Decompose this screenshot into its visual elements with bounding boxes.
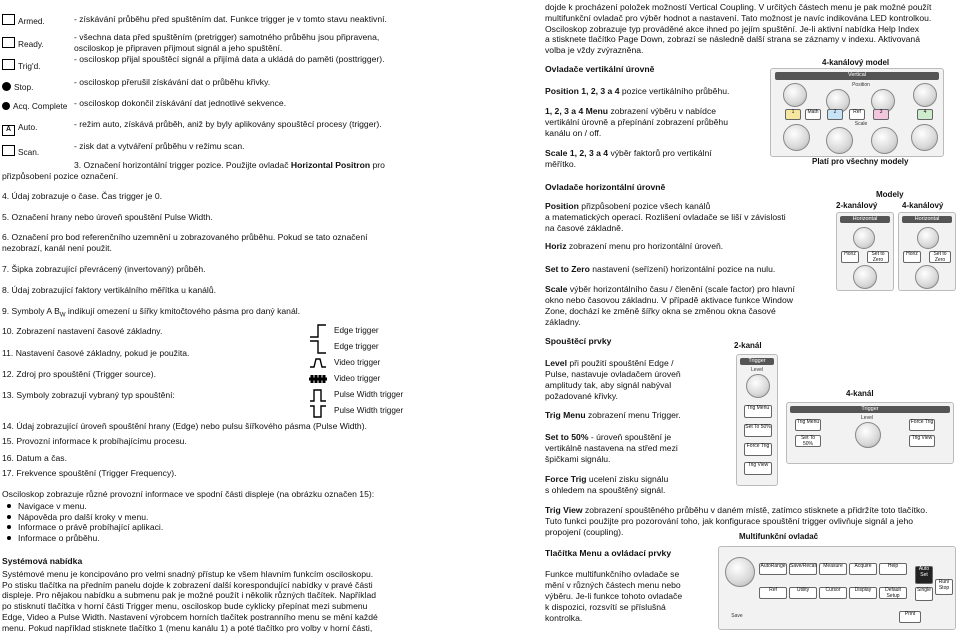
level-text: při použití spouštění Edge / — [566, 358, 674, 368]
horizontal-position-knob-2ch[interactable] — [853, 227, 875, 249]
multi-panel-title: Multifunkční ovladač — [739, 532, 819, 541]
menu-button-top[interactable]: Help — [879, 563, 907, 575]
force-text: ucelení zisku signálu — [586, 474, 669, 484]
status-item-4 — [2, 101, 68, 111]
level-text: požadované křivky. — [545, 391, 618, 401]
item-14: 14. Údaj zobrazující úroveň spouštění hrany (Edge) nebo pulsu šířkového pásma (Pulse Width). — [2, 421, 367, 431]
vertical-heading: Ovladače vertikální úrovně — [545, 64, 655, 74]
set-to-zero-button-4ch[interactable]: Set to Zero — [929, 251, 951, 263]
vertical-position-knob-1[interactable] — [783, 83, 807, 107]
status-desc-trigd: - osciloskop přijal spouštěcí signál a přijímá data a ukládá do paměti (posttrigger). — [74, 54, 385, 64]
status-desc-ready-1: - všechna data před spuštěním (pretrigger) samotného průběhu jsou připravena, — [74, 32, 380, 42]
level-bold: Level — [545, 358, 567, 368]
status-item-0 — [2, 14, 68, 26]
intro-line: a stisknete tlačítko Page Down, zobrazí se následně další strana se záznamy v indexu. Aktivovaná — [545, 34, 920, 45]
item-11: 11. Nastavení časové základny, pokud je použita. — [2, 348, 190, 358]
multi-line — [545, 613, 582, 623]
vertical-position: Position 1, 2, 3 a 4 pozice vertikálního průběhu. — [545, 86, 730, 96]
force-trig-button-4ch[interactable]: Force Trig — [909, 419, 935, 431]
level-text: Pulse, nastavuje ovladačem úroveň — [545, 369, 681, 379]
menu-text-line: Systémové menu je koncipováno pro velmi snadný přístup ke všem hlavním funkcím osciloskopu. — [2, 569, 374, 579]
vertical-menu-2: vertikální úrovně a přepínání zobrazení průběhu — [545, 117, 728, 127]
scale-text: okno nebo časovou základnu. V případě aktivace funkce Window — [545, 295, 793, 305]
print-button[interactable]: Print — [899, 611, 921, 623]
trigview-line — [545, 505, 927, 515]
horizontal-position-1: Position přizpůsobení pozice všech kanálů — [545, 201, 711, 211]
scale-text: výběr horizontálního času / členění (scale factor) pro hlavní — [567, 284, 795, 294]
vertical-btn-ref[interactable]: Ref — [849, 109, 865, 120]
run-stop-button[interactable]: Run/ Stop — [935, 579, 953, 595]
vertical-btn-3[interactable]: 3 — [873, 109, 889, 120]
trigger-panel-2ch — [736, 354, 778, 486]
item-16: 16. Datum a čas. — [2, 453, 67, 463]
set-to-zero-desc: Set to Zero nastavení (seřízení) horizontální pozice na nulu. — [545, 264, 776, 274]
horizontal-panel-2ch: 2-kanálový — [836, 201, 878, 210]
force-trig-button-2ch[interactable]: Force Trig — [744, 443, 772, 456]
level-line — [545, 391, 618, 401]
info-bullet: Navigace v menu. — [18, 501, 163, 512]
horiz-button-2ch[interactable]: Horiz — [841, 251, 859, 263]
multi-text: mění v různých částech menu nebo — [545, 580, 681, 590]
status-item-2 — [2, 59, 68, 71]
stop-icon — [2, 82, 11, 91]
menu-button-bottom[interactable]: Cursor — [819, 587, 847, 599]
status-desc-ready-2: osciloskop je připraven přijmout signál a jeho spuštění. — [74, 43, 283, 53]
info-intro: Osciloskop zobrazuje různé provozní informace ve spodní části displeje (na obrázku označen 15): — [2, 489, 375, 499]
trigview-line — [545, 527, 623, 537]
trigger-type-icon — [308, 371, 328, 387]
horizontal-heading: Ovladače horizontální úrovně — [545, 182, 666, 192]
menu-button-top[interactable]: AutoRange — [759, 563, 787, 575]
multi-line — [545, 580, 681, 590]
horizontal-panel-header-2ch: Horizontal — [840, 216, 890, 223]
trigger-heading: Spouštěcí prvky — [545, 336, 612, 346]
set-to-zero-button-2ch[interactable]: Set to Zero — [867, 251, 889, 263]
item-15: 15. Provozní informace k probíhajícímu procesu. — [2, 436, 187, 446]
intro-line: volba je vždy zvýrazněna. — [545, 45, 644, 56]
trigger-panel-4ch-label: 4-kanál — [846, 389, 874, 398]
set50-line — [545, 454, 610, 464]
level-line — [545, 369, 681, 379]
intro-line: Osciloskop zobrazuje typ prováděné akce ihned po jejím spuštění. Je-li aktivní nabídka Help Index — [545, 23, 920, 34]
info-bullet: Informace o právě probíhající aplikaci. — [18, 522, 164, 532]
vertical-btn-2[interactable]: 2 — [827, 109, 843, 120]
set50-button-2ch[interactable]: Set To 50% — [744, 424, 772, 437]
armed-icon — [2, 14, 15, 25]
vertical-btn-1[interactable]: 1 — [785, 109, 801, 120]
info-bullet: Informace o průběhu. — [18, 533, 163, 544]
horizontal-position-3: na časové základně. — [545, 223, 624, 233]
vertical-btn-4[interactable]: 4 — [917, 109, 933, 120]
force-line — [545, 485, 665, 495]
scale-text: Zone, dochází ke změně šířky okna se změnou okna časové — [545, 306, 776, 316]
status-item-6 — [2, 145, 68, 157]
horiz-desc: Horiz zobrazení menu pro horizontální úroveň. — [545, 241, 724, 251]
trigger-level-label-4ch: Level — [861, 415, 873, 421]
trigger-level-knob-4ch[interactable] — [855, 422, 881, 448]
trigview-text: zobrazení spouštěného průběhu v daném místě, zatímco stisknete a přidržíte toto tlačítko. — [582, 505, 928, 515]
multi-text: výběru. Je-li funkce tohoto ovladače — [545, 591, 683, 601]
trigger-type-label: Pulse Width trigger — [334, 390, 404, 400]
vertical-panel-title: 4-kanálový model — [822, 58, 890, 67]
trigger-type-label: Video trigger — [334, 358, 381, 368]
multi-text: k dispozici, rozsvítí se příslušná — [545, 602, 666, 612]
trig-view-button-4ch[interactable]: Trig View — [909, 435, 935, 447]
vertical-panel-scale-label: Scale — [854, 121, 868, 127]
trigger-type-label: Video trigger — [334, 374, 381, 384]
level-line — [545, 358, 674, 368]
scale-bold: Scale — [545, 284, 568, 294]
scale-line — [545, 317, 581, 327]
multi-text: Funkce multifunkčního ovladače se — [545, 569, 680, 579]
trigger-type-label: Pulse Width trigger — [334, 406, 404, 416]
menu-button-bottom[interactable]: Utility — [789, 587, 817, 599]
vertical-scale-knob-2[interactable] — [826, 127, 853, 154]
trigger-panel-2ch-label: 2-kanál — [734, 341, 762, 350]
vertical-scale-1: Scale 1, 2, 3 a 4 výběr faktorů pro vertikální — [545, 148, 712, 158]
vertical-scale-knob-3[interactable] — [871, 127, 898, 154]
vertical-scale-knob-1[interactable] — [783, 124, 810, 151]
horizontal-scale-knob-4ch[interactable] — [915, 265, 939, 289]
intro-line: multifunkční ovladač pro výběr hodnot a nastavení. Tato možnost je navíc indikována LED kontrolkou. — [545, 12, 932, 23]
trig-view-button-2ch[interactable]: Trig View — [744, 462, 772, 475]
status-item-5 — [2, 122, 68, 136]
trigger-type-row — [308, 387, 403, 403]
trig-menu-button-4ch[interactable]: Trig Menu — [795, 419, 821, 431]
trigger-type-label: Edge trigger — [334, 342, 379, 352]
multi-text: kontrolka. — [545, 613, 583, 623]
trigd-icon — [2, 59, 15, 70]
set50-button-4ch[interactable]: Set To 50% — [795, 435, 821, 447]
set50-text: špičkami signálu. — [545, 454, 611, 464]
multi-line — [545, 569, 679, 579]
multi-line — [545, 591, 682, 601]
trigger-level-knob-2ch[interactable] — [746, 374, 770, 398]
item-6-line1: 6. Označení pro bod referenčního uzemnění u zobrazovaného průběhu. Pokud se tato označení — [2, 232, 368, 242]
menu-button-bottom[interactable]: Display — [849, 587, 877, 599]
force-bold: Force Trig — [545, 474, 587, 484]
auto-icon: A — [2, 125, 15, 136]
trigger-type-row — [308, 371, 380, 387]
vertical-panel — [770, 68, 944, 157]
horizontal-panel-2ch-box — [836, 212, 894, 291]
trig-menu-button-2ch[interactable]: Trig Menu — [744, 405, 772, 418]
set50-text: vertikálně nastavena na střed mezi — [545, 443, 678, 453]
horizontal-panel-header-4ch: Horizontal — [902, 216, 952, 223]
trigger-type-icon — [308, 323, 328, 339]
item-17: 17. Frekvence spouštění (Trigger Frequency). — [2, 468, 177, 478]
horiz-button-4ch[interactable]: Horiz — [903, 251, 921, 263]
info-bullet-list — [2, 501, 163, 543]
trigger-type-icon — [308, 387, 328, 403]
set50-line — [545, 432, 671, 442]
status-desc-scan: - zisk dat a vytváření průběhu v režimu scan. — [74, 141, 245, 151]
intro-line: dojde k procházení položek možností Vertical Coupling. V určitých částech menu je pak možné použít — [545, 2, 932, 12]
vertical-panel-position-label: Position — [852, 82, 870, 88]
trigview-text: Tuto funkci použijte pro pozorování toho, jak konfigurace spouštění trigger ovlivňuje signál a jeho — [545, 516, 913, 526]
multipurpose-knob[interactable] — [725, 557, 755, 587]
item-3: 3. Označení horizontální trigger pozice. Použijte ovladač Horizontal Positron pro — [74, 160, 385, 170]
vertical-btn-math[interactable]: Math — [805, 109, 821, 120]
vertical-scale-knob-4[interactable] — [911, 124, 938, 151]
horizontal-panel-title: Modely — [876, 190, 904, 199]
status-desc-auto: - režim auto, získává průběh, aniž by byly aplikovány spouštěcí procesy (trigger). — [74, 119, 382, 129]
item-9: 9. Symboly A $B_W$ indikují omezení u šířky kmitočtového pásma pro daný kanál. — [2, 306, 301, 319]
trigger-level-label-2ch: Level — [751, 367, 763, 373]
horizontal-panel-4ch-box — [898, 212, 956, 291]
menu-button-top[interactable]: Acquire — [849, 563, 877, 575]
status-item-1 — [2, 37, 68, 49]
menu-button-bottom[interactable]: Ref — [759, 587, 787, 599]
horizontal-position-knob-4ch[interactable] — [917, 227, 939, 249]
status-desc-stop: - osciloskop přerušil získávání dat o průběhu křivky. — [74, 77, 271, 87]
trigger-type-icon — [308, 403, 328, 419]
save-label: Save — [731, 613, 743, 619]
autoset-button[interactable]: Auto Set — [915, 566, 933, 584]
item-13: 13. Symboly zobrazují vybraný typ spouštění: — [2, 390, 175, 400]
force-text: s ohledem na spouštěný signál. — [545, 485, 666, 495]
status-label-1: Ready. — [18, 39, 44, 49]
vertical-panel-caption: Platí pro všechny modely — [812, 157, 909, 166]
trigview-bold: Trig View — [545, 505, 583, 515]
trigger-panel-header-4ch: Trigger — [790, 406, 950, 413]
trigger-type-row — [308, 339, 379, 355]
menu-text-line: menu. Pokud například stisknete tlačítko 1 (menu kanálu 1) a poté tlačítko pro volby v horní části, — [2, 622, 373, 633]
scale-text: základny. — [545, 317, 581, 327]
status-label-5: Auto. — [18, 122, 38, 132]
item-6-line2: nezobrazí, kanál není použit. — [2, 243, 112, 253]
menu-text-line: Po stisku tlačítka na předním panelu dojde k zobrazení další korespondující nabídky v pravé části — [2, 579, 373, 590]
item-10: 10. Zobrazení nastavení časové základny. — [2, 326, 163, 336]
item-12: 12. Zdroj pro spouštění (Trigger source). — [2, 369, 156, 379]
multi-heading: Tlačítka Menu a ovládací prvky — [545, 548, 672, 558]
vertical-menu-1: 1, 2, 3 a 4 Menu zobrazení výběru v nabídce — [545, 106, 717, 116]
trig-menu-desc: Trig Menu zobrazení menu Trigger. — [545, 410, 681, 420]
item-5: 5. Označení hrany nebo úroveň spouštění Pulse Width. — [2, 212, 213, 222]
scale-line — [545, 284, 795, 294]
menu-text-line: po stisknutí tlačítka v horní části Trigger menu, osciloskop bude cyklicky přepínat mezi submenu — [2, 601, 368, 612]
menu-text-line: Edge, Video a Pulse Width. Nastavení výrobcem horních tlačítek postranního menu se mění každé — [2, 611, 378, 622]
status-desc-armed: - získávání průběhu před spuštěním dat. Funkce trigger je v tomto stavu neaktivní. — [74, 14, 387, 24]
scan-icon — [2, 145, 15, 156]
horizontal-scale-knob-2ch[interactable] — [853, 265, 877, 289]
item-8: 8. Údaj zobrazující faktory vertikálního měřítka u kanálů. — [2, 285, 216, 295]
menu-button-top[interactable]: Measure — [819, 563, 847, 575]
set50-line — [545, 443, 678, 453]
acq-complete-icon — [2, 102, 10, 110]
item-7: 7. Šipka zobrazující převrácený (invertovaný) průběh. — [2, 264, 206, 274]
trigger-panel-header-2ch: Trigger — [740, 358, 774, 365]
scale-line — [545, 306, 776, 316]
vertical-menu-3: kanálu on / off. — [545, 128, 602, 138]
horizontal-position-2: a matematických operací. Rozlišení ovladače se liší v závislosti — [545, 212, 786, 222]
status-label-3: Stop. — [14, 82, 34, 92]
trigger-type-row — [308, 355, 380, 371]
scale-line — [545, 295, 793, 305]
menu-text-line: displeje. Pro nějakou nabídku a submenu pak je možné použít i několik různých tlačítek. Například — [2, 590, 377, 601]
set50-text: - úroveň spouštění je — [588, 432, 672, 442]
trigview-line — [545, 516, 913, 526]
status-desc-acq: - osciloskop dokončil získávání dat jednotlivé sekvence. — [74, 98, 287, 108]
status-label-6: Scan. — [18, 147, 40, 157]
menu-heading: Systémová nabídka — [2, 556, 83, 566]
trigger-type-row — [308, 403, 403, 419]
trigger-panel-4ch — [786, 402, 954, 464]
ready-icon — [2, 37, 15, 48]
level-text: amplitudy tak, aby signál nabýval — [545, 380, 672, 390]
info-bullet: Nápověda pro další kroky v menu. — [18, 512, 163, 523]
menu-button-top[interactable]: Save/Recall — [789, 563, 817, 575]
multi-line — [545, 602, 666, 612]
force-line — [545, 474, 668, 484]
status-label-4: Acq. Complete — [13, 101, 68, 111]
trigview-text: propojení (coupling). — [545, 527, 624, 537]
vertical-scale-2: měřítko. — [545, 159, 577, 169]
status-label-2: Trig'd. — [18, 61, 41, 71]
set50-bold: Set to 50% — [545, 432, 589, 442]
multi-panel — [718, 546, 956, 630]
trigger-type-icon — [308, 339, 328, 355]
trigger-type-label: Edge trigger — [334, 326, 379, 336]
status-label-0: Armed. — [18, 16, 45, 26]
single-button[interactable]: Single — [915, 587, 933, 601]
trigger-type-icon — [308, 355, 328, 371]
level-line — [545, 380, 671, 390]
menu-button-bottom[interactable]: Default Setup — [879, 587, 907, 599]
trigger-type-row — [308, 323, 379, 339]
vertical-panel-header: Vertical — [775, 72, 939, 80]
horizontal-panel-4ch: 4-kanálový — [902, 201, 944, 210]
vertical-position-knob-4[interactable] — [913, 83, 937, 107]
item-3-line2: přizpůsobení pozice označení. — [2, 171, 119, 181]
item-4: 4. Údaj zobrazuje o čase. Čas trigger je 0. — [2, 191, 163, 201]
status-item-3 — [2, 82, 68, 92]
